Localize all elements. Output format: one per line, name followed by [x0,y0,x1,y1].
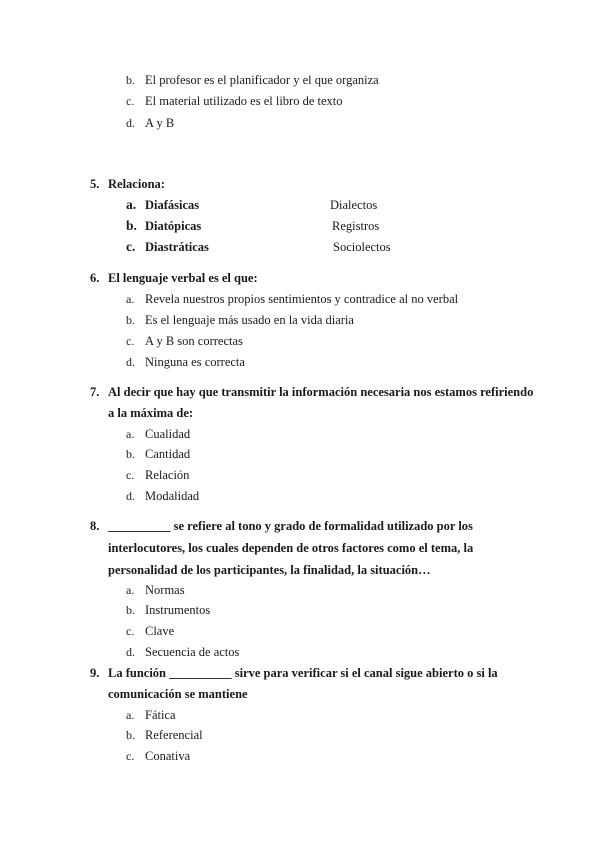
option-letter: d. [126,116,135,130]
option-text: Fática [145,708,176,722]
option-letter: b. [126,313,135,327]
question-number: 8. [90,519,100,533]
question-title-line: Al decir que hay que transmitir la información necesaria nos estamos refiriendo [108,385,534,399]
question-title-line: La función __________ sirve para verificar si el canal sigue abierto o si la [108,666,498,680]
option-letter: d. [126,645,135,659]
option-text: El material utilizado es el libro de texto [145,94,343,108]
question-title-line: personalidad de los participantes, la finalidad, la situación… [108,563,431,577]
option-letter: c. [126,334,135,348]
match-right: Registros [332,219,380,233]
option-text: Cantidad [145,447,191,461]
question-title: El lenguaje verbal es el que: [108,271,258,285]
option-text: El profesor es el planificador y el que organiza [145,73,379,87]
option-text: A y B [145,116,175,130]
option-letter: a. [126,708,135,722]
question-title-line: a la máxima de: [108,406,194,420]
option-letter: a. [126,427,135,441]
option-text: Es el lenguaje más usado en la vida diaria [145,313,354,327]
match-letter: a. [126,197,137,212]
question-title-line: __________ se refiere al tono y grado de formalidad utilizado por los [108,519,473,533]
option-letter: d. [126,489,135,503]
option-letter: c. [126,94,135,108]
option-text: Instrumentos [145,603,211,617]
option-letter: b. [126,603,135,617]
option-text: Modalidad [145,489,200,503]
option-letter: b. [126,447,135,461]
question-number: 7. [90,385,100,399]
option-text: A y B son correctas [145,334,243,348]
question-number: 6. [90,271,100,285]
question-title-line: comunicación se mantiene [108,687,248,701]
option-text: Clave [145,624,175,638]
option-text: Referencial [145,728,203,742]
match-letter: b. [126,218,137,233]
option-text: Secuencia de actos [145,645,240,659]
option-letter: b. [126,728,135,742]
option-text: Cualidad [145,427,191,441]
option-letter: c. [126,468,135,482]
question-title: Relaciona: [108,177,165,191]
option-text: Relación [145,468,190,482]
option-text: Revela nuestros propios sentimientos y contradice al no verbal [145,292,459,306]
option-letter: a. [126,292,135,306]
option-text: Normas [145,583,185,597]
match-right: Dialectos [330,198,378,212]
question-title-line: interlocutores, los cuales dependen de otros factores como el tema, la [108,541,474,555]
match-left: Diatópicas [145,219,202,233]
question-number: 9. [90,666,100,680]
match-left: Diastráticas [145,240,209,254]
option-letter: c. [126,624,135,638]
match-right: Sociolectos [333,240,391,254]
option-letter: c. [126,749,135,763]
option-letter: d. [126,355,135,369]
option-text: Conativa [145,749,191,763]
option-letter: a. [126,583,135,597]
question-number: 5. [90,177,100,191]
match-left: Diafásicas [145,198,200,212]
option-text: Ninguna es correcta [145,355,245,369]
match-letter: c. [126,239,136,254]
option-letter: b. [126,73,135,87]
